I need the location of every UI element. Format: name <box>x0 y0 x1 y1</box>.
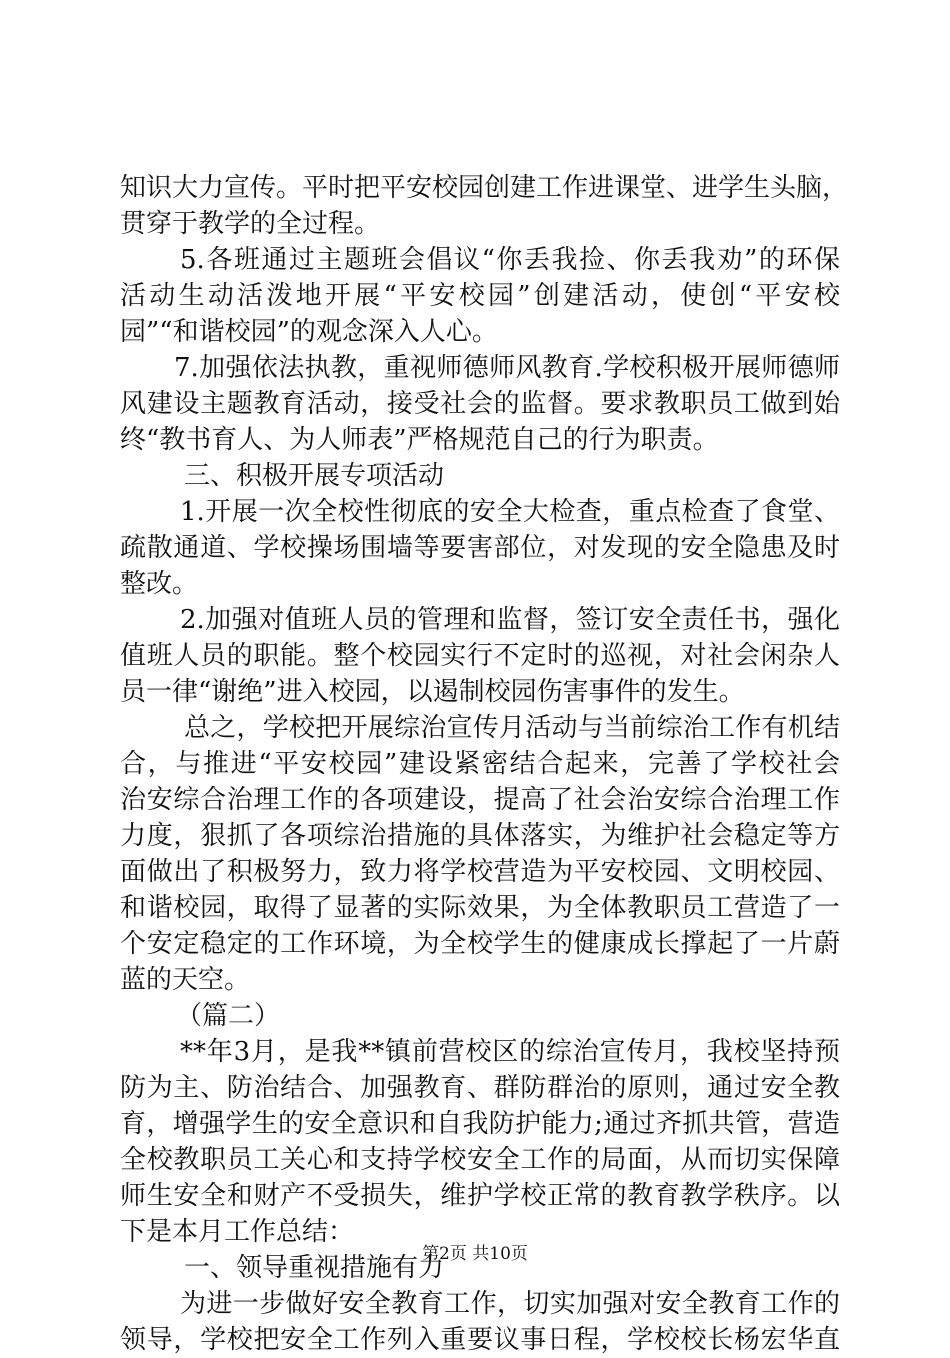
text-line: 师生安全和财产不受损失，维护学校正常的教育教学秩序。以 <box>120 1181 840 1211</box>
text-line: 总之，学校把开展综治宣传月活动与当前综治工作有机结 <box>184 713 840 743</box>
text-line: 蓝的天空。 <box>120 965 251 995</box>
text-line: 值班人员的职能。整个校园实行不定时的巡视，对社会闲杂人 <box>120 641 840 671</box>
section-heading: 一、领导重视措施有力 <box>184 1253 445 1283</box>
text-line: 育，增强学生的安全意识和自我防护能力;通过齐抓共管，营造 <box>120 1109 840 1139</box>
text-line: **年3月，是我**镇前营校区的综治宣传月，我校坚持预 <box>180 1037 840 1067</box>
text-line: 疏散通道、学校操场围墙等要害部位，对发现的安全隐患及时 <box>120 533 840 563</box>
document-body <box>120 170 849 1358</box>
text-line: 园”“和谐校园”的观念深入人心。 <box>120 317 498 347</box>
section-heading: （篇二） <box>176 1001 281 1031</box>
text-line: 贯穿于教学的全过程。 <box>120 209 381 239</box>
text-line: 1.开展一次全校性彻底的安全大检查，重点检查了食堂、 <box>180 497 840 527</box>
text-line: 活动生动活泼地开展“平安校园”创建活动，使创“平安校 <box>120 281 840 311</box>
text-line: 为进一步做好安全教育工作，切实加强对安全教育工作的 <box>180 1289 840 1319</box>
text-line: 终“教书育人、为人师表”严格规范自己的行为职责。 <box>120 425 719 455</box>
text-line: 下是本月工作总结： <box>120 1217 355 1247</box>
text-line: 7.加强依法执教，重视师德师风教育.学校积极开展师德师 <box>174 353 840 383</box>
text-line: 5.各班通过主题班会倡议“你丢我捡、你丢我劝”的环保 <box>180 245 840 275</box>
text-line: 个安定稳定的工作环境，为全校学生的健康成长撑起了一片蔚 <box>120 929 840 959</box>
text-line: 员一律“谢绝”进入校园，以遏制校园伤害事件的发生。 <box>120 677 745 707</box>
text-line: 力度，狠抓了各项综治措施的具体落实，为维护社会稳定等方 <box>120 821 840 851</box>
text-line: 领导，学校把安全工作列入重要议事日程，学校校长杨宏华直 <box>120 1325 840 1355</box>
section-heading: 三、积极开展专项活动 <box>184 461 445 491</box>
text-line: 整改。 <box>120 569 199 599</box>
text-line: 防为主、防治结合、加强教育、群防群治的原则，通过安全教 <box>120 1073 840 1103</box>
text-line: 面做出了积极努力，致力将学校营造为平安校园、文明校园、 <box>120 857 840 887</box>
page-number: 第2页 共10页 <box>422 1244 528 1264</box>
text-line: 2.加强对值班人员的管理和监督，签订安全责任书，强化 <box>180 605 840 635</box>
text-line: 治安综合治理工作的各项建设，提高了社会治安综合治理工作 <box>120 785 840 815</box>
text-line: 合，与推进“平安校园”建设紧密结合起来，完善了学校社会 <box>120 749 840 779</box>
text-line: 和谐校园，取得了显著的实际效果，为全体教职员工营造了一 <box>120 893 840 923</box>
text-line: 知识大力宣传。平时把平安校园创建工作进课堂、进学生头脑， <box>120 173 849 203</box>
text-line: 全校教职员工关心和支持学校安全工作的局面，从而切实保障 <box>120 1145 840 1175</box>
text-line: 风建设主题教育活动，接受社会的监督。要求教职员工做到始 <box>120 389 840 419</box>
